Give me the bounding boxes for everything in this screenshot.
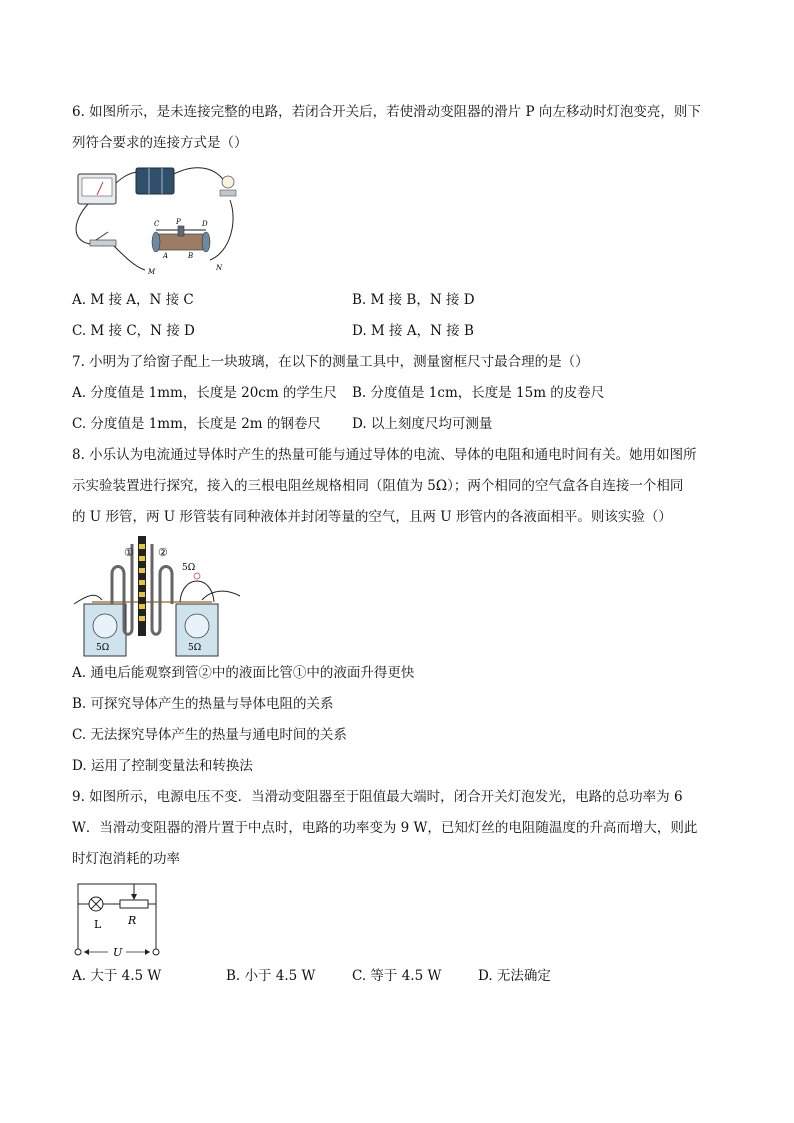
q6-stem-line1: 6. 如图所示，是未连接完整的电路，若闭合开关后，若使滑动变阻器的滑片 P 向左移动时灯泡变亮，则下 [72,104,701,120]
q6-option-a: A. M 接 A，N 接 C [72,292,194,308]
q6-option-b: B. M 接 B，N 接 D [352,292,475,308]
q6-option-c: C. M 接 C，N 接 D [72,323,195,339]
q8-apparatus-figure [72,534,242,659]
q8-stem-line2: 示实验装置进行探究，接入的三根电阻丝规格相同（阻值为 5Ω）；两个相同的空气盒各自连接一个相同 [72,478,684,494]
svg-text:A: A [163,252,169,260]
svg-text:R: R [128,914,137,927]
q6-stem-line2: 列符合要求的连接方式是（） [72,135,248,151]
q8-option-d: D. 运用了控制变量法和转换法 [72,758,253,774]
q9-option-d: D. 无法确定 [478,968,551,984]
svg-text:5Ω: 5Ω [96,643,110,653]
q7-option-a: A. 分度值是 1mm，长度是 20cm 的学生尺 [72,385,337,401]
battery-icon [136,168,174,194]
q9-option-a: A. 大于 4.5 W [72,968,162,984]
q8-stem-line1: 8. 小乐认为电流通过导体时产生的热量可能与通过导体的电流、导体的电阻和通电时间有关。她用如图所 [72,447,697,463]
q7-option-c: C. 分度值是 1mm，长度是 2m 的钢卷尺 [72,416,321,432]
q9-stem-line1: 9. 如图所示，电源电压不变．当滑动变阻器至于阻值最大端时，闭合开关灯泡发光，电路的总功率为 6 [72,789,683,805]
svg-text:L: L [94,918,102,931]
q9-stem-line2: W．当滑动变阻器的滑片置于中点时，电路的功率变为 9 W，已知灯丝的电阻随温度的升高而增大，则此 [72,820,698,836]
q6-circuit-figure [70,162,250,277]
q8-stem-line3: 的 U 形管，两 U 形管装有同种液体并封闭等量的空气，且两 U 形管内的各液面相平。则该实验（） [72,509,672,525]
q7-stem-line1: 7. 小明为了给窗子配上一块玻璃，在以下的测量工具中，测量窗框尺寸最合理的是（） [72,354,589,370]
svg-text:D: D [202,220,208,228]
svg-text:U: U [113,946,123,959]
q8-option-b: B. 可探究导体产生的热量与导体电阻的关系 [72,696,334,712]
svg-text:P: P [176,218,181,226]
q7-option-b: B. 分度值是 1cm，长度是 15m 的皮卷尺 [352,385,605,401]
resistor-icon [120,900,148,908]
q9-option-c: C. 等于 4.5 W [352,968,442,984]
svg-text:②: ② [158,546,168,559]
bulb-icon [222,176,234,188]
svg-text:M: M [148,268,156,276]
svg-text:5Ω: 5Ω [188,643,202,653]
q9-option-b: B. 小于 4.5 W [226,968,316,984]
svg-text:①: ① [124,546,134,559]
q9-stem-line3: 时灯泡消耗的功率 [72,851,180,867]
svg-text:N: N [216,264,223,272]
switch-icon [90,240,116,246]
rheostat-icon [156,234,206,250]
q8-option-c: C. 无法探究导体产生的热量与通电时间的关系 [72,727,347,743]
q8-option-a: A. 通电后能观察到管②中的液面比管①中的液面升得更快 [72,665,415,681]
svg-text:5Ω: 5Ω [182,563,196,573]
q7-option-d: D. 以上刻度尺均可测量 [352,416,493,432]
q6-option-d: D. M 接 A，N 接 B [352,323,474,339]
q9-circuit-figure [68,874,164,960]
svg-text:C: C [154,220,160,228]
svg-text:B: B [188,252,194,260]
